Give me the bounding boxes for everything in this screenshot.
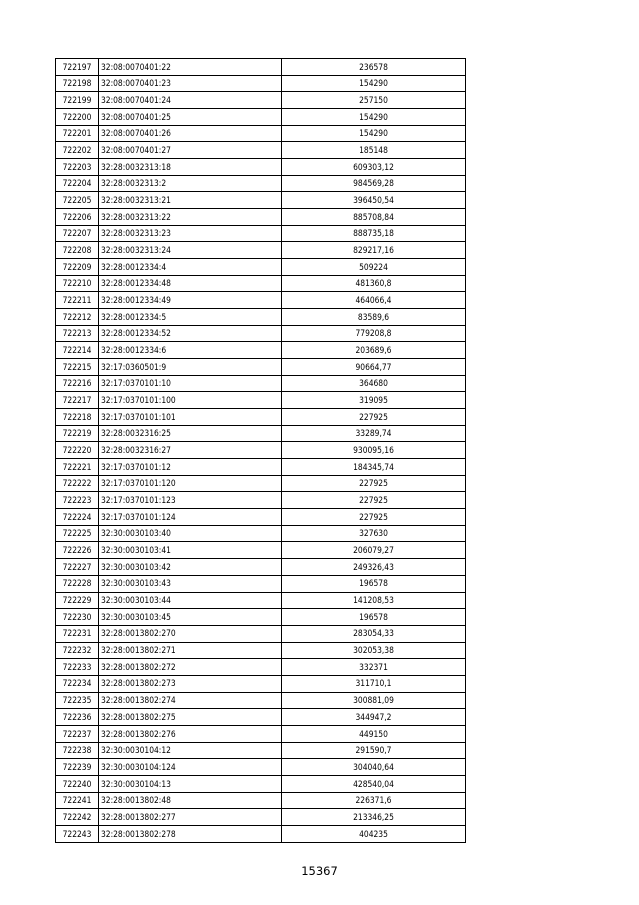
value-cell: 154290 bbox=[282, 75, 466, 92]
table-row bbox=[56, 342, 466, 359]
cadastral-number-cell: 32:28:0032313:24 bbox=[99, 242, 282, 259]
table-row bbox=[56, 292, 466, 309]
table-row bbox=[56, 559, 466, 576]
value-cell: 227925 bbox=[282, 475, 466, 492]
row-id-cell: 722212 bbox=[56, 309, 99, 326]
row-id-cell: 722201 bbox=[56, 125, 99, 142]
row-id-cell: 722224 bbox=[56, 509, 99, 526]
row-id-cell: 722209 bbox=[56, 259, 99, 276]
table-row bbox=[56, 159, 466, 176]
table-row bbox=[56, 375, 466, 392]
row-id-cell: 722217 bbox=[56, 392, 99, 409]
value-cell: 930095,16 bbox=[282, 442, 466, 459]
row-id-cell: 722239 bbox=[56, 759, 99, 776]
cadastral-number-cell: 32:30:0030103:42 bbox=[99, 559, 282, 576]
cadastral-number-cell: 32:30:0030103:43 bbox=[99, 575, 282, 592]
cadastral-number-cell: 32:30:0030103:41 bbox=[99, 542, 282, 559]
table-row bbox=[56, 275, 466, 292]
row-id-cell: 722211 bbox=[56, 292, 99, 309]
row-id-cell: 722216 bbox=[56, 375, 99, 392]
value-cell: 344947,2 bbox=[282, 709, 466, 726]
table-row bbox=[56, 525, 466, 542]
table-body bbox=[56, 59, 466, 843]
cadastral-number-cell: 32:28:0013802:271 bbox=[99, 642, 282, 659]
cadastral-number-cell: 32:28:0032316:27 bbox=[99, 442, 282, 459]
value-cell: 984569,28 bbox=[282, 175, 466, 192]
cadastral-number-cell: 32:28:0032313:23 bbox=[99, 225, 282, 242]
value-cell: 829217,16 bbox=[282, 242, 466, 259]
value-cell: 404235 bbox=[282, 825, 466, 842]
value-cell: 304040,64 bbox=[282, 759, 466, 776]
cadastral-number-cell: 32:28:0012334:48 bbox=[99, 275, 282, 292]
value-cell: 154290 bbox=[282, 125, 466, 142]
cadastral-number-cell: 32:28:0013802:278 bbox=[99, 825, 282, 842]
table-row bbox=[56, 725, 466, 742]
value-cell: 291590,7 bbox=[282, 742, 466, 759]
value-cell: 236578 bbox=[282, 59, 466, 76]
row-id-cell: 722214 bbox=[56, 342, 99, 359]
cadastral-number-cell: 32:28:0013802:275 bbox=[99, 709, 282, 726]
row-id-cell: 722243 bbox=[56, 825, 99, 842]
table-row bbox=[56, 492, 466, 509]
value-cell: 203689,6 bbox=[282, 342, 466, 359]
table-row bbox=[56, 59, 466, 76]
cadastral-number-cell: 32:30:0030104:12 bbox=[99, 742, 282, 759]
table-row bbox=[56, 759, 466, 776]
cadastral-number-cell: 32:08:0070401:23 bbox=[99, 75, 282, 92]
value-cell: 364680 bbox=[282, 375, 466, 392]
table-row bbox=[56, 142, 466, 159]
cadastral-number-cell: 32:28:0013802:274 bbox=[99, 692, 282, 709]
value-cell: 206079,27 bbox=[282, 542, 466, 559]
row-id-cell: 722226 bbox=[56, 542, 99, 559]
table-row bbox=[56, 792, 466, 809]
table-row bbox=[56, 592, 466, 609]
row-id-cell: 722230 bbox=[56, 609, 99, 626]
value-cell: 396450,54 bbox=[282, 192, 466, 209]
row-id-cell: 722222 bbox=[56, 475, 99, 492]
cadastral-number-cell: 32:28:0012334:5 bbox=[99, 309, 282, 326]
row-id-cell: 722237 bbox=[56, 725, 99, 742]
cadastral-number-cell: 32:17:0370101:124 bbox=[99, 509, 282, 526]
table-row bbox=[56, 259, 466, 276]
table-row bbox=[56, 509, 466, 526]
table-row bbox=[56, 225, 466, 242]
cadastral-number-cell: 32:08:0070401:22 bbox=[99, 59, 282, 76]
value-cell: 83589,6 bbox=[282, 309, 466, 326]
row-id-cell: 722221 bbox=[56, 459, 99, 476]
cadastral-number-cell: 32:28:0012334:52 bbox=[99, 325, 282, 342]
table-row bbox=[56, 409, 466, 426]
value-cell: 609303,12 bbox=[282, 159, 466, 176]
value-cell: 332371 bbox=[282, 659, 466, 676]
cadastral-number-cell: 32:08:0070401:25 bbox=[99, 109, 282, 126]
value-cell: 327630 bbox=[282, 525, 466, 542]
value-cell: 185148 bbox=[282, 142, 466, 159]
row-id-cell: 722210 bbox=[56, 275, 99, 292]
table-row bbox=[56, 742, 466, 759]
value-cell: 227925 bbox=[282, 509, 466, 526]
table-row bbox=[56, 575, 466, 592]
table-row bbox=[56, 92, 466, 109]
table-row bbox=[56, 175, 466, 192]
table-row bbox=[56, 309, 466, 326]
cadastral-number-cell: 32:28:0013802:272 bbox=[99, 659, 282, 676]
cadastral-number-cell: 32:28:0032316:25 bbox=[99, 425, 282, 442]
value-cell: 779208,8 bbox=[282, 325, 466, 342]
row-id-cell: 722207 bbox=[56, 225, 99, 242]
cadastral-number-cell: 32:28:0013802:270 bbox=[99, 625, 282, 642]
row-id-cell: 722198 bbox=[56, 75, 99, 92]
table-row bbox=[56, 442, 466, 459]
value-cell: 90664,77 bbox=[282, 359, 466, 376]
value-cell: 213346,25 bbox=[282, 809, 466, 826]
cadastral-number-cell: 32:28:0032313:21 bbox=[99, 192, 282, 209]
table-row bbox=[56, 625, 466, 642]
cadastral-number-cell: 32:28:0013802:273 bbox=[99, 675, 282, 692]
data-table bbox=[55, 58, 466, 843]
row-id-cell: 722231 bbox=[56, 625, 99, 642]
cadastral-number-cell: 32:30:0030104:13 bbox=[99, 775, 282, 792]
cadastral-number-cell: 32:30:0030103:45 bbox=[99, 609, 282, 626]
table-row bbox=[56, 692, 466, 709]
row-id-cell: 722220 bbox=[56, 442, 99, 459]
table-row bbox=[56, 825, 466, 842]
value-cell: 300881,09 bbox=[282, 692, 466, 709]
cadastral-number-cell: 32:17:0370101:120 bbox=[99, 475, 282, 492]
value-cell: 509224 bbox=[282, 259, 466, 276]
cadastral-number-cell: 32:28:0012334:49 bbox=[99, 292, 282, 309]
row-id-cell: 722204 bbox=[56, 175, 99, 192]
cadastral-number-cell: 32:17:0370101:101 bbox=[99, 409, 282, 426]
row-id-cell: 722228 bbox=[56, 575, 99, 592]
row-id-cell: 722202 bbox=[56, 142, 99, 159]
table-row bbox=[56, 775, 466, 792]
cadastral-number-cell: 32:30:0030104:124 bbox=[99, 759, 282, 776]
cadastral-number-cell: 32:28:0032313:2 bbox=[99, 175, 282, 192]
cadastral-number-cell: 32:17:0370101:100 bbox=[99, 392, 282, 409]
value-cell: 302053,38 bbox=[282, 642, 466, 659]
value-cell: 481360,8 bbox=[282, 275, 466, 292]
value-cell: 227925 bbox=[282, 409, 466, 426]
cadastral-number-cell: 32:17:0370101:10 bbox=[99, 375, 282, 392]
row-id-cell: 722205 bbox=[56, 192, 99, 209]
value-cell: 154290 bbox=[282, 109, 466, 126]
value-cell: 249326,43 bbox=[282, 559, 466, 576]
cadastral-number-cell: 32:28:0013802:48 bbox=[99, 792, 282, 809]
value-cell: 888735,18 bbox=[282, 225, 466, 242]
row-id-cell: 722225 bbox=[56, 525, 99, 542]
table-row bbox=[56, 192, 466, 209]
table-row bbox=[56, 109, 466, 126]
cadastral-number-cell: 32:30:0030103:40 bbox=[99, 525, 282, 542]
table-row bbox=[56, 125, 466, 142]
cadastral-number-cell: 32:30:0030103:44 bbox=[99, 592, 282, 609]
row-id-cell: 722232 bbox=[56, 642, 99, 659]
row-id-cell: 722235 bbox=[56, 692, 99, 709]
row-id-cell: 722227 bbox=[56, 559, 99, 576]
table-row bbox=[56, 642, 466, 659]
table-row bbox=[56, 242, 466, 259]
cadastral-number-cell: 32:28:0013802:277 bbox=[99, 809, 282, 826]
value-cell: 184345,74 bbox=[282, 459, 466, 476]
table-row bbox=[56, 392, 466, 409]
cadastral-number-cell: 32:28:0032313:22 bbox=[99, 209, 282, 226]
value-cell: 33289,74 bbox=[282, 425, 466, 442]
table-row bbox=[56, 359, 466, 376]
cadastral-number-cell: 32:08:0070401:27 bbox=[99, 142, 282, 159]
cadastral-number-cell: 32:28:0032313:18 bbox=[99, 159, 282, 176]
cadastral-number-cell: 32:28:0012334:6 bbox=[99, 342, 282, 359]
table-row bbox=[56, 475, 466, 492]
row-id-cell: 722200 bbox=[56, 109, 99, 126]
row-id-cell: 722240 bbox=[56, 775, 99, 792]
row-id-cell: 722206 bbox=[56, 209, 99, 226]
row-id-cell: 722234 bbox=[56, 675, 99, 692]
value-cell: 464066,4 bbox=[282, 292, 466, 309]
row-id-cell: 722197 bbox=[56, 59, 99, 76]
value-cell: 311710,1 bbox=[282, 675, 466, 692]
cadastral-number-cell: 32:17:0360501:9 bbox=[99, 359, 282, 376]
table-row bbox=[56, 542, 466, 559]
row-id-cell: 722218 bbox=[56, 409, 99, 426]
value-cell: 449150 bbox=[282, 725, 466, 742]
row-id-cell: 722213 bbox=[56, 325, 99, 342]
row-id-cell: 722242 bbox=[56, 809, 99, 826]
value-cell: 885708,84 bbox=[282, 209, 466, 226]
row-id-cell: 722238 bbox=[56, 742, 99, 759]
row-id-cell: 722219 bbox=[56, 425, 99, 442]
page-number: 15367 bbox=[301, 864, 338, 878]
value-cell: 319095 bbox=[282, 392, 466, 409]
value-cell: 257150 bbox=[282, 92, 466, 109]
row-id-cell: 722215 bbox=[56, 359, 99, 376]
cadastral-number-cell: 32:17:0370101:123 bbox=[99, 492, 282, 509]
table-row bbox=[56, 425, 466, 442]
cadastral-number-cell: 32:08:0070401:24 bbox=[99, 92, 282, 109]
table-row bbox=[56, 459, 466, 476]
row-id-cell: 722236 bbox=[56, 709, 99, 726]
table-row bbox=[56, 609, 466, 626]
row-id-cell: 722208 bbox=[56, 242, 99, 259]
table-row bbox=[56, 659, 466, 676]
value-cell: 141208,53 bbox=[282, 592, 466, 609]
table-row bbox=[56, 75, 466, 92]
cadastral-number-cell: 32:08:0070401:26 bbox=[99, 125, 282, 142]
cadastral-number-cell: 32:28:0012334:4 bbox=[99, 259, 282, 276]
value-cell: 196578 bbox=[282, 575, 466, 592]
row-id-cell: 722241 bbox=[56, 792, 99, 809]
row-id-cell: 722233 bbox=[56, 659, 99, 676]
table-row bbox=[56, 675, 466, 692]
table-row bbox=[56, 209, 466, 226]
row-id-cell: 722223 bbox=[56, 492, 99, 509]
row-id-cell: 722199 bbox=[56, 92, 99, 109]
row-id-cell: 722203 bbox=[56, 159, 99, 176]
cadastral-number-cell: 32:28:0013802:276 bbox=[99, 725, 282, 742]
value-cell: 196578 bbox=[282, 609, 466, 626]
table-row bbox=[56, 709, 466, 726]
value-cell: 226371,6 bbox=[282, 792, 466, 809]
value-cell: 283054,33 bbox=[282, 625, 466, 642]
value-cell: 428540,04 bbox=[282, 775, 466, 792]
row-id-cell: 722229 bbox=[56, 592, 99, 609]
value-cell: 227925 bbox=[282, 492, 466, 509]
table-row bbox=[56, 325, 466, 342]
table-row bbox=[56, 809, 466, 826]
cadastral-number-cell: 32:17:0370101:12 bbox=[99, 459, 282, 476]
